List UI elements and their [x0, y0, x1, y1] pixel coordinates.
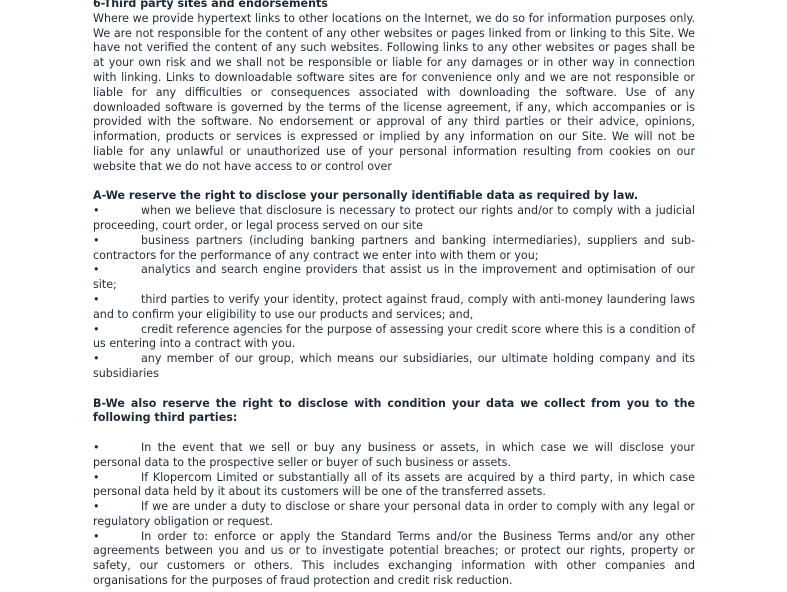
list-item-text: credit reference agencies for the purpose of assessing your credit score where this is a condition of us entering into a contract with you.	[93, 322, 695, 351]
list-item	[93, 293, 695, 323]
bullet-icon: •	[93, 322, 100, 336]
list-item	[93, 323, 695, 353]
bullet-icon: •	[93, 204, 100, 218]
list-item	[93, 530, 695, 589]
list-item	[93, 263, 695, 293]
bullet-icon: •	[93, 529, 100, 543]
list-item-text: third parties to verify your identity, protect against fraud, comply with anti-money laundering laws and to confirm your eligibility to use our products and services; and,	[93, 292, 695, 321]
list-item	[93, 204, 695, 234]
document-body	[93, 0, 695, 589]
list-item-text: In the event that we sell or buy any business or assets, in which case we will disclose your personal data to the prospective seller or buyer of such business or assets.	[93, 440, 695, 469]
section-6-heading: 6-Third party sites and endorsements	[93, 0, 328, 10]
bullet-icon: •	[93, 440, 100, 454]
section-b-heading: B-We also reserve the right to disclose with condition your data we collect from you to the following third parties:	[93, 396, 695, 425]
list-item-text: In order to: enforce or apply the Standard Terms and/or the Business Terms and/or any other agreements between you and us or to investigate potential breaches; or protect our rights, property or safety, our customers or others. This includes exchanging information with other companies and organisations for the purposes of fraud protection and credit risk reduction.	[93, 529, 695, 588]
bullet-icon: •	[93, 263, 100, 277]
list-item	[93, 500, 695, 530]
list-item-text: If we are under a duty to disclose or share your personal data in order to comply with any legal or regulatory obligation or request.	[93, 500, 695, 528]
section-6-paragraph: Where we provide hypertext links to other locations on the Internet, we do so for information purposes only. We are not responsible for the content of any other websites or pages linked from or linking to this Site. We have not verified the content of any such websites. Following links to any other websites or pages shall be at your own risk and we shall not be responsible or liable for any damages or in other way in connection with linking. Links to downloadable software sites are for convenience only and we are not responsible or liable for any difficulties or consequences associated with downloading the software. Use of any downloaded software is governed by the terms of the license agreement, if any, which accompanies or is provided with the software. No endorsement or approval of any third parties or their advice, opinions, information, products or services is expressed or implied by any information on our Site. We will not be liable for any unlawful or unauthorized use of your personal information resulting from cookies on our website that we do not have access to or control over	[93, 11, 695, 173]
bullet-icon: •	[93, 470, 100, 484]
spacer	[93, 175, 695, 190]
list-item-text: any member of our group, which means our subsidiaries, our ultimate holding company and its subsidiaries	[93, 352, 695, 380]
section-a-heading: A-We reserve the right to disclose your personally identifiable data as required by law.	[93, 189, 639, 203]
list-item-text: business partners (including banking partners and banking intermediaries), suppliers and sub-contractors for the performance of any contract we enter into with them or you;	[93, 233, 695, 262]
spacer	[93, 426, 695, 441]
bullet-icon: •	[93, 352, 100, 366]
list-item	[93, 441, 695, 471]
list-item-text: analytics and search engine providers that assist us in the improvement and optimisation of our site;	[93, 263, 695, 292]
bullet-icon: •	[93, 500, 100, 514]
list-item-text: when we believe that disclosure is necessary to protect our rights and/or to comply with a judicial proceeding, court order, or legal process served on our site	[93, 204, 695, 232]
bullet-icon: •	[93, 233, 100, 247]
list-item	[93, 352, 695, 382]
spacer	[93, 382, 695, 397]
list-item	[93, 471, 695, 501]
bullet-icon: •	[93, 292, 100, 306]
list-item	[93, 234, 695, 264]
list-item-text: If Klopercom Limited or substantially all of its assets are acquired by a third party, in which case personal data held by it about its customers will be one of the transferred assets.	[93, 470, 695, 499]
